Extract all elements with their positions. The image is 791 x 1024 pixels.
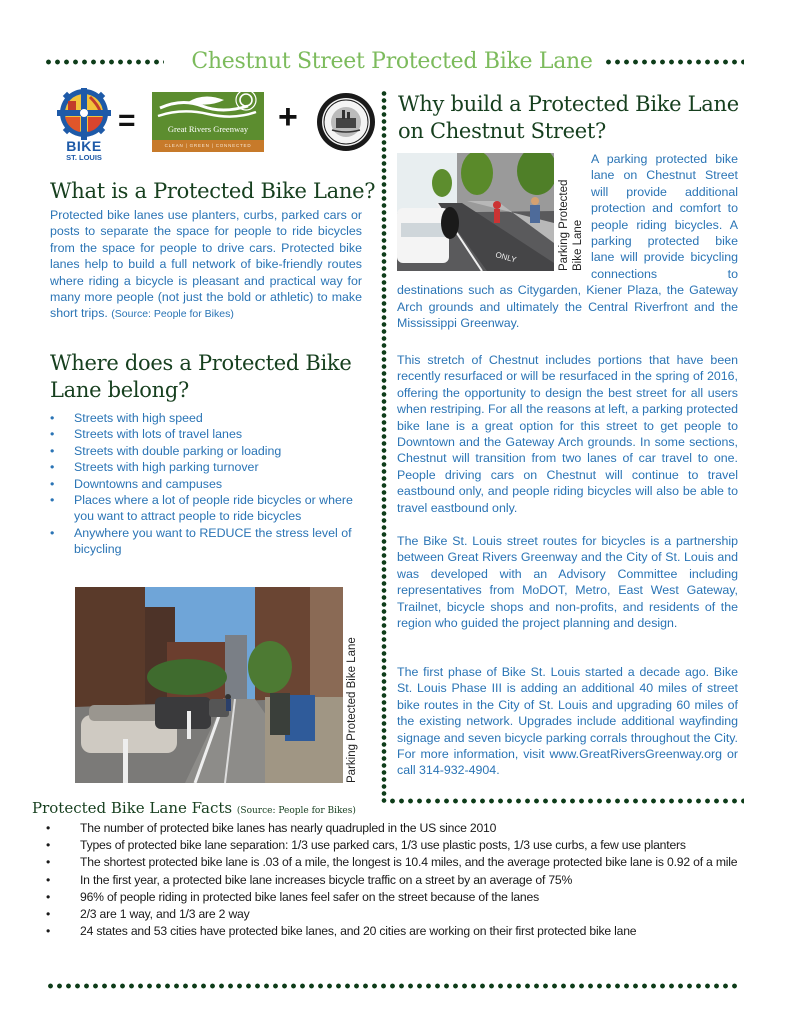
why-paragraph-4: The first phase of Bike St. Louis started a decade ago. Bike St. Louis Phase III is adding an additional 40 miles of street bike routes in the City of St. Louis and upgrading 60 miles of the existing network. Upgrades include additional wayfinding signage and seven bicycle parking corrals throughout the City. For more information, visit www.GreatRiversGreenway.org or call 314-932-4904. [397, 665, 738, 778]
bike-st-louis-logo [54, 88, 114, 162]
equals-sign: = [118, 104, 136, 137]
fact-item [32, 820, 752, 837]
great-rivers-greenway-logo [152, 92, 264, 152]
fact-item [32, 889, 752, 906]
fact-item-text: 24 states and 53 cities have protected bike lanes, and 20 cities are working on their first protected bike lane [80, 924, 637, 939]
st-louis-logo-word: ST. LOUIS [66, 153, 102, 162]
svg-text:ONLY: ONLY [494, 250, 518, 265]
facts-source: (Source: People for Bikes) [236, 806, 356, 816]
facts-heading-text: Protected Bike Lane Facts [32, 799, 233, 817]
title-dots-right [604, 59, 744, 65]
fact-item-text: 2/3 are 1 way, and 1/3 are 2 way [80, 907, 250, 922]
list-item [50, 525, 360, 558]
what-is-source: (Source: People for Bikes) [111, 308, 234, 321]
list-item [50, 410, 360, 426]
bike-logo-word: BIKE [66, 138, 102, 154]
list-item [50, 459, 360, 475]
page-title: Chestnut Street Protected Bike Lane [191, 49, 593, 74]
fact-item-text: The shortest protected bike lane is .03 of a mile, the longest is 10.4 miles, and the average protected bike lane is 0.92 of a mile [80, 855, 738, 870]
bullet-icon: • [46, 838, 51, 853]
bullet-icon: • [46, 924, 51, 939]
bottom-dots [46, 983, 738, 989]
fact-item-text: The number of protected bike lanes has nearly quadrupled in the US since 2010 [80, 821, 497, 835]
bullet-icon: • [46, 872, 51, 887]
fact-item-text: 96% of people riding in protected bike lanes feel safer on the street because of the lanes [80, 889, 539, 904]
bullet-icon: • [46, 821, 51, 835]
list-item-text: Streets with high speed [74, 411, 203, 425]
facts-list [32, 820, 752, 940]
bullet-icon: • [50, 525, 55, 540]
bullet-icon: • [50, 443, 55, 458]
bullet-icon: • [50, 476, 55, 491]
fact-item [32, 923, 752, 940]
photo-float-spacer [397, 151, 591, 271]
bullet-icon: • [46, 907, 51, 922]
title-dots-left [44, 59, 164, 65]
list-item [50, 443, 360, 459]
right-photo-caption-line1: Parking Protected [558, 179, 570, 271]
grg-logo-tagline: CLEAN | GREEN | CONNECTED [152, 140, 264, 152]
street-bike-lane-photo [75, 587, 343, 783]
fact-item [32, 854, 752, 871]
facts-heading [32, 798, 356, 821]
bullet-icon: • [46, 889, 51, 904]
list-item-text: Streets with high parking turnover [74, 460, 259, 475]
bullet-icon: • [50, 411, 55, 425]
fact-item [32, 906, 752, 923]
bullet-icon: • [46, 855, 51, 870]
why-paragraph-1-text: A parking protected bike lane on Chestnut Street will provide additional protection and comfort to people riding bicycles. A parking protected bike lane will provide bicycling connections to destinations such as Citygarden, Kiener Plaza, the Gateway Arch grounds and ultimately the Central Riverfront and the Mississippi Greenway. [397, 152, 738, 331]
left-photo-caption: Parking Protected Bike Lane [346, 637, 358, 783]
list-item-text: Streets with double parking or loading [74, 443, 282, 458]
fact-item [32, 837, 752, 854]
list-item-text: Downtowns and campuses [74, 476, 223, 491]
bullet-icon: • [50, 427, 55, 442]
column-divider-dots [381, 90, 387, 804]
bike-gear-icon [54, 88, 114, 140]
what-is-body [50, 207, 362, 323]
where-list [50, 410, 360, 558]
list-item [50, 492, 360, 525]
why-paragraph-2: This stretch of Chestnut includes portions that have been recently resurfaced or will be resurfaced in the spring of 2016, offering the opportunity to design the best street for all users when restriping. For all the reasons at left, a parking protected bike lane is a great option for this street to get people to Downtown and the Gateway Arch grounds. In some sections, Chestnut will transition from two lanes of car travel to one. People driving cars on Chestnut will continue to travel eastbound only, and people riding bicycles will also be able to travel eastbound only. [397, 353, 738, 515]
why-heading: Why build a Protected Bike Lane on Chestnut Street? [398, 92, 739, 143]
list-item-text: Streets with lots of travel lanes [74, 427, 243, 442]
what-is-text: Protected bike lanes use planters, curbs, parked cars or posts to separate the space for people to ride bicycles from the space for people to drive cars. Protected bike lanes help to build a full network of bike-friendly routes where riding a bicycle is pleasant and practical way for many more people (not just the bold or athletic) to make short trips. [50, 208, 362, 321]
list-item [50, 476, 360, 492]
list-item-text: Anywhere you want to REDUCE the stress level of bicycling [74, 525, 352, 557]
logo-row [40, 84, 380, 164]
list-item-text: Places where a lot of people ride bicycles or where you want to attract people to ride bicycles [74, 493, 353, 524]
why-paragraph-3: The Bike St. Louis street routes for bicycles is a partnership between Great Rivers Greenway and the City of St. Louis and was developed with an Advisory Committee including representatives from MoDOT, Metro, East West Gateway, Trailnet, bicycle shops and non-profits, and residents of the region who guided the project planning and design. [397, 534, 738, 631]
city-seal-icon [316, 92, 376, 152]
where-heading: Where does a Protected Bike Lane belong? [50, 351, 352, 402]
plus-sign: + [278, 98, 298, 136]
bullet-icon: • [50, 493, 55, 508]
bullet-icon: • [50, 460, 55, 475]
river-leaf-icon [152, 92, 264, 124]
right-column-bottom-dots [388, 798, 744, 804]
right-photo-caption-line2: Bike Lane [572, 219, 584, 271]
what-is-heading: What is a Protected Bike Lane? [50, 179, 376, 203]
list-item [50, 426, 360, 442]
why-paragraph-1 [397, 151, 738, 331]
fact-item-text: Types of protected bike lane separation: 1/3 use parked cars, 1/3 use plastic posts, 1/3 use curbs, a few use planters [80, 838, 686, 853]
fact-item [32, 872, 752, 889]
fact-item-text: In the first year, a protected bike lane increases bicycle traffic on a street by an average of 75% [80, 872, 573, 887]
grg-logo-name: Great Rivers Greenway [167, 124, 249, 134]
